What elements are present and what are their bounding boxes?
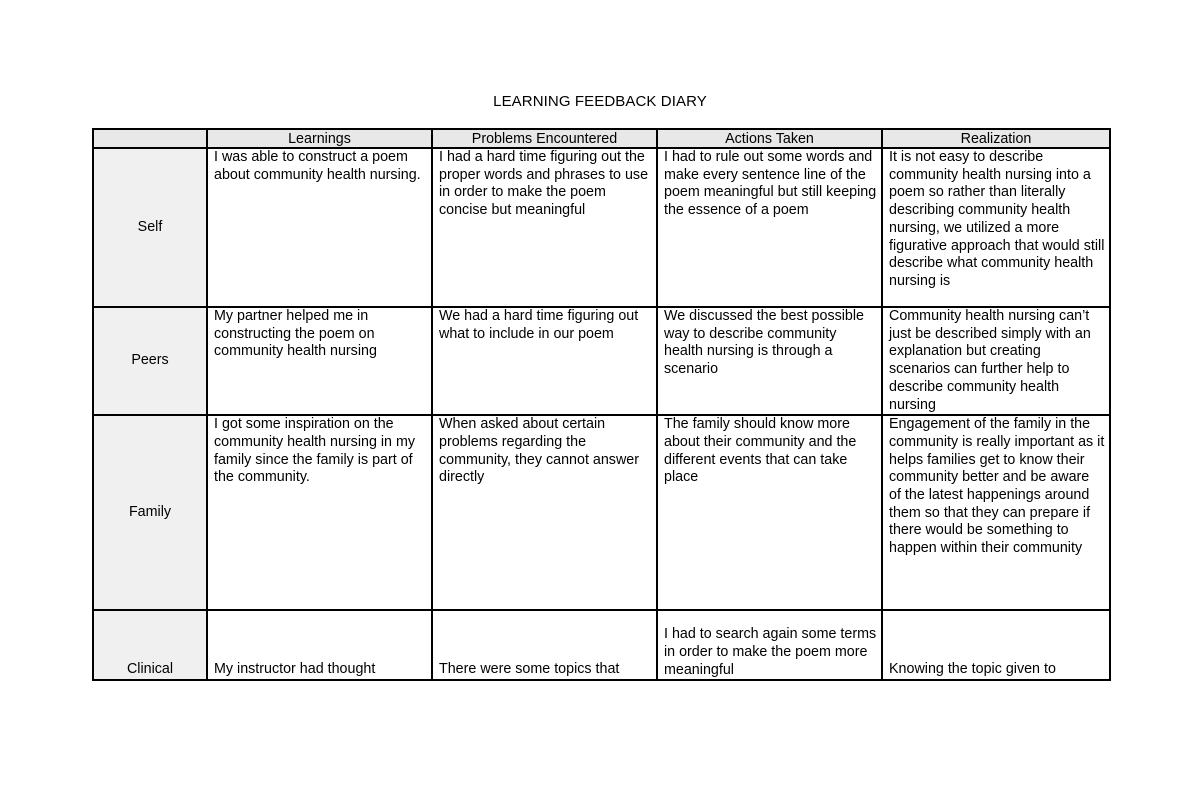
cell-problems: I had a hard time figuring out the proper words and phrases to use in order to make the poem concise but meaningful (432, 148, 657, 307)
cell-realization: It is not easy to describe community health nursing into a poem so rather than literally describing community health nursing, we utilized a more figurative approach that would still describe what community health nursing is (882, 148, 1110, 307)
row-label-clinical-text: Clinical (126, 661, 174, 678)
cell-actions: I had to search again some terms in order to make the poem more meaningful (657, 610, 882, 680)
table-row (93, 610, 1110, 680)
table-row (93, 415, 1110, 610)
cell-actions: We discussed the best possible way to describe community health nursing is through a scenario (657, 307, 882, 415)
cell-learnings (207, 610, 432, 680)
header-learnings: Learnings (207, 129, 432, 148)
row-label-self: Self (93, 148, 207, 307)
row-label-clinical (93, 610, 207, 680)
cell-actions: The family should know more about their community and the different events that can take place (657, 415, 882, 610)
document-title: LEARNING FEEDBACK DIARY (493, 93, 707, 110)
cell-problems-text: There were some topics that (439, 661, 620, 678)
cell-actions: I had to rule out some words and make every sentence line of the poem meaningful but still keeping the essence of a poem (657, 148, 882, 307)
cell-learnings: I got some inspiration on the community health nursing in my family since the family is part of the community. (207, 415, 432, 610)
cell-learnings: I was able to construct a poem about community health nursing. (207, 148, 432, 307)
cell-problems (432, 610, 657, 680)
cell-problems: When asked about certain problems regarding the community, they cannot answer directly (432, 415, 657, 610)
header-problems-encountered: Problems Encountered (432, 129, 657, 148)
cell-realization: Engagement of the family in the community is really important as it helps families get to know their community better and be aware of the latest happenings around them so that they can prepare if there would be something to happen within their community (882, 415, 1110, 610)
cell-realization (882, 610, 1110, 680)
feedback-diary-table (92, 128, 1111, 681)
table-row (93, 148, 1110, 307)
header-actions-taken: Actions Taken (657, 129, 882, 148)
header-realization: Realization (882, 129, 1110, 148)
header-corner-cell (93, 129, 207, 148)
table-row (93, 307, 1110, 415)
row-label-family: Family (93, 415, 207, 610)
row-label-peers: Peers (93, 307, 207, 415)
cell-problems: We had a hard time figuring out what to include in our poem (432, 307, 657, 415)
cell-realization-text: Knowing the topic given to (889, 661, 1056, 678)
table-header-row (93, 129, 1110, 148)
cell-learnings-text: My instructor had thought (214, 661, 376, 678)
cell-learnings: My partner helped me in constructing the poem on community health nursing (207, 307, 432, 415)
cell-realization: Community health nursing can’t just be described simply with an explanation but creating scenarios can further help to describe community health nursing (882, 307, 1110, 415)
